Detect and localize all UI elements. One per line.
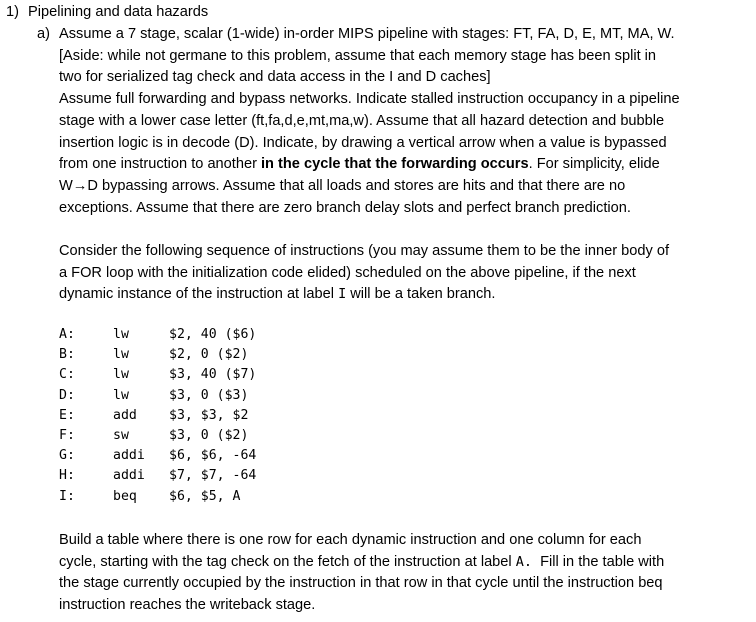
- instructions-line: the stage currently occupied by the instruction in that row in that cycle until the instruction beq: [59, 575, 663, 592]
- instruction-opcode: addi: [113, 448, 145, 464]
- instruction-opcode: addi: [113, 468, 145, 484]
- description-line: exceptions. Assume that there are zero branch delay slots and perfect branch prediction.: [59, 199, 631, 216]
- instructions-line: instruction reaches the writeback stage.: [59, 597, 316, 614]
- bold-emphasis: in the cycle that the forwarding occurs: [261, 156, 529, 173]
- description-line: insertion logic is in decode (D). Indicate, by drawing a vertical arrow when a value is bypassed: [59, 134, 667, 151]
- question-number: 1): [6, 4, 19, 20]
- instruction-opcode: lw: [113, 327, 129, 342]
- instructions-line: Build a table where there is one row for each dynamic instruction and one column for each: [59, 532, 642, 548]
- intro-line: [59, 284, 749, 306]
- intro-line: Consider the following sequence of instructions (you may assume them to be the inner body of: [59, 243, 670, 259]
- instruction-label: B:: [59, 347, 75, 363]
- instruction-operands: $6, $6, -64: [169, 448, 257, 464]
- instruction-operands: $3, $3, $2: [169, 407, 249, 423]
- instruction-opcode: beq: [113, 488, 137, 504]
- text-segment: from one instruction to another: [59, 156, 261, 173]
- text-segment: Fill in the table with: [531, 553, 665, 570]
- instruction-row: [59, 325, 256, 345]
- instruction-row: [59, 426, 256, 446]
- text-segment: dynamic instance of the instruction at label: [59, 286, 339, 303]
- description-line: W→D bypassing arrows. Assume that all loads and stores are hits and that there are no: [59, 177, 626, 194]
- instruction-label: F:: [59, 428, 75, 444]
- instruction-operands: $3, 40 ($7): [169, 367, 257, 383]
- question-heading: [6, 2, 208, 24]
- description-line: Assume full forwarding and bypass networks. Indicate stalled instruction occupancy in a pipeline: [59, 91, 680, 108]
- sequence-intro: [59, 241, 749, 306]
- text-segment: cycle, starting with the tag check on the fetch of the instruction at label: [59, 553, 516, 570]
- instruction-operands: $7, $7, -64: [169, 468, 257, 484]
- description-line: two for serialized tag check and data access in the I and D caches]: [59, 69, 491, 86]
- instruction-label: D:: [59, 387, 75, 403]
- text-segment: will be a taken branch.: [346, 286, 496, 303]
- instruction-operands: $6, $5, A: [169, 488, 241, 504]
- instruction-label: I:: [59, 488, 75, 504]
- instruction-operands: $3, 0 ($3): [169, 387, 249, 403]
- problem-description: [59, 24, 749, 219]
- instruction-opcode: add: [113, 407, 137, 423]
- table-instructions: [59, 530, 749, 617]
- instruction-label: C:: [59, 367, 75, 383]
- description-line: [Aside: while not germane to this problem, assume that each memory stage has been split in: [59, 47, 657, 64]
- instructions-line: [59, 552, 749, 574]
- instruction-label: A:: [59, 327, 75, 342]
- instruction-label: H:: [59, 468, 75, 484]
- inline-code: A.: [515, 553, 532, 570]
- description-line: [59, 154, 749, 176]
- description-line: stage with a lower case letter (ft,fa,d,e,mt,ma,w). Assume that all hazard detection and bubble: [59, 112, 665, 129]
- part-a-label: a): [37, 26, 50, 42]
- text-segment: . For simplicity, elide: [528, 156, 660, 173]
- instruction-opcode: lw: [113, 347, 129, 363]
- question-title: Pipelining and data hazards: [28, 4, 209, 20]
- instruction-row: [59, 386, 256, 406]
- instruction-opcode: lw: [113, 387, 129, 403]
- instruction-operands: $3, 0 ($2): [169, 428, 249, 444]
- instruction-label: E:: [59, 407, 75, 423]
- intro-line: a FOR loop with the initialization code elided) scheduled on the above pipeline, if the next: [59, 264, 636, 281]
- instruction-row: [59, 487, 256, 507]
- instruction-listing: [59, 325, 256, 507]
- instruction-row: [59, 345, 256, 365]
- instruction-row: [59, 365, 256, 385]
- description-line: Assume a 7 stage, scalar (1-wide) in-order MIPS pipeline with stages: FT, FA, D, E, MT, MA, W.: [59, 26, 675, 42]
- inline-code: I: [338, 286, 347, 303]
- instruction-row: [59, 466, 256, 486]
- instruction-opcode: sw: [113, 428, 129, 444]
- instruction-row: [59, 446, 256, 466]
- instruction-label: G:: [59, 448, 75, 464]
- instruction-operands: $2, 0 ($2): [169, 347, 249, 363]
- instruction-opcode: lw: [113, 367, 129, 383]
- instruction-operands: $2, 40 ($6): [169, 327, 257, 342]
- instruction-row: [59, 406, 256, 426]
